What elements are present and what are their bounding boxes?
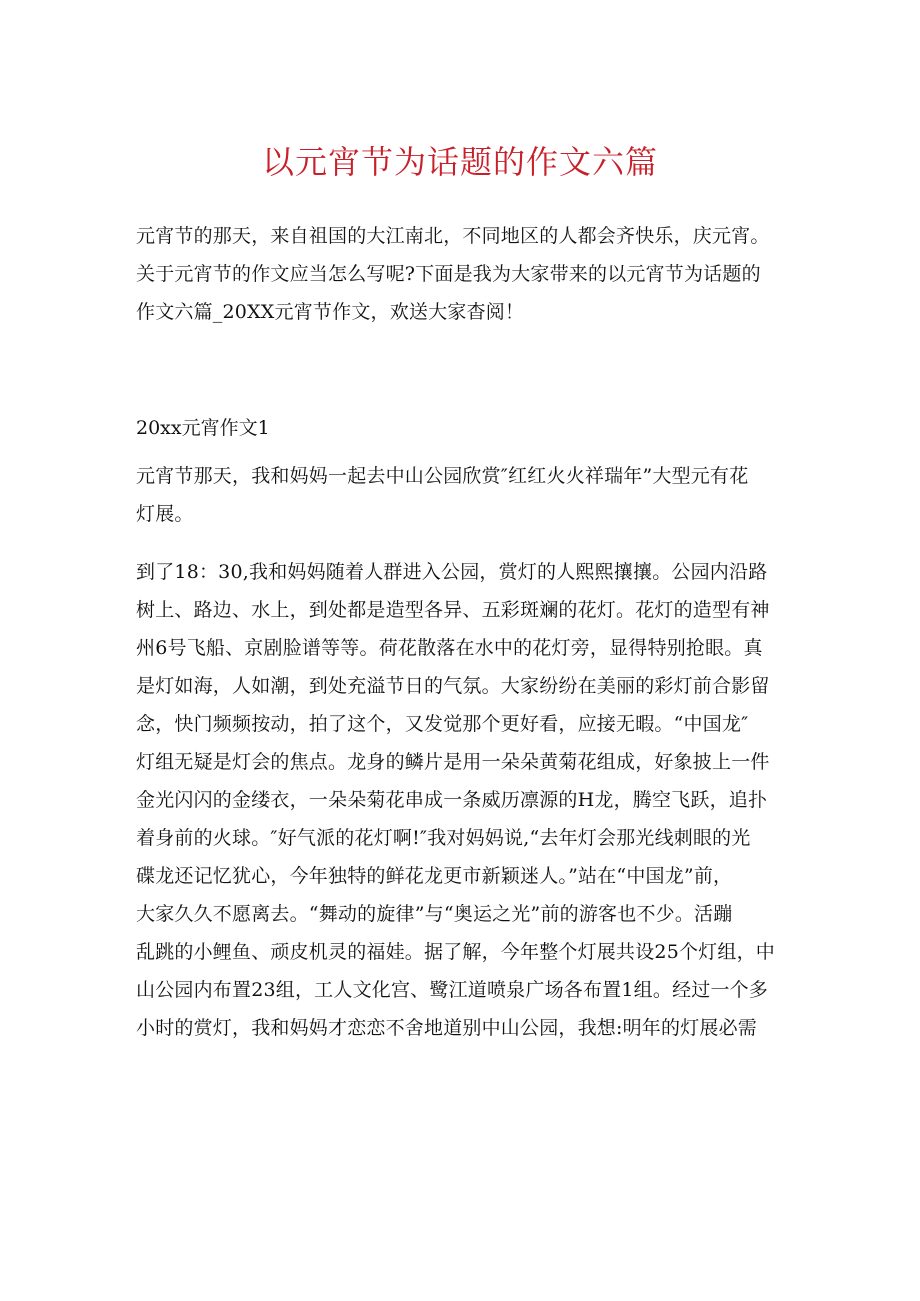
paragraph-1 [136, 457, 796, 533]
paragraph-line: 小时的赏灯，我和妈妈才恋恋不舍地道别中山公园，我想:明年的灯展必需 [136, 1017, 758, 1039]
paragraph-line: 元宵节那天，我和妈妈一起去中山公园欣赏″红红火火祥瑞年”大型元有花 [136, 465, 749, 487]
intro-line: 作文六篇_20XX元宵节作文，欢送大家杳阅！ [136, 301, 525, 323]
paragraph-line: 大家久久不愿离去。“舞动的旋律”与“奥运之光”前的游客也不少。活蹦 [136, 903, 733, 925]
paragraph-line: 念，快门频频按动，拍了这个，又发觉那个更好看，应接无暇。“中国龙″ [136, 713, 749, 735]
section-heading: 20xx元宵作文1 [136, 417, 270, 439]
paragraph-line: 州6号飞船、京剧脸谱等等。荷花散落在水中的花灯旁，显得特别抢眼。真 [136, 637, 763, 659]
paragraph-line: 是灯如海，人如潮，到处充溢节日的气氛。大家纷纷在美丽的彩灯前合影留 [136, 675, 770, 697]
paragraph-line: 金光闪闪的金缕衣，一朵朵菊花串成一条威历凛源的H龙，腾空飞跃，追扑 [136, 789, 768, 811]
intro-line: 元宵节的那天，来自祖国的大江南北，不同地区的人都会齐快乐，庆元宵。 [136, 225, 770, 247]
paragraph-line: 乱跳的小鲤鱼、顽皮机灵的福娃。据了解，今年整个灯展共设25个灯组，中 [136, 941, 775, 963]
paragraph-line: 山公园内布置23组，工人文化宫、鹭江道喷泉广场各布置1组。经过一个多 [136, 979, 769, 1001]
paragraph-line: 灯展。 [136, 503, 194, 525]
paragraph-line: 灯组无疑是灯会的焦点。龙身的鳞片是用一朵朵黄菊花组成，好象披上一件 [136, 751, 770, 773]
paragraph-line: 碟龙还记忆犹心，今年独特的鲜花龙更市新颖迷人。”站在“中国龙”前， [136, 865, 733, 887]
paragraph-line: 着身前的火球。″好气派的花灯啊!″我对妈妈说,“去年灯会那光线刺眼的光 [136, 827, 751, 849]
intro-line: 关于元宵节的作文应当怎么写呢?下面是我为大家带来的以元宵节为话题的 [136, 263, 761, 285]
paragraph-line: 树上、路边、水上，到处都是造型各异、五彩斑斓的花灯。花灯的造型有神 [136, 599, 770, 621]
paragraph-2 [136, 553, 796, 1047]
intro-paragraph [136, 217, 796, 331]
paragraph-line: 到了18：30,我和妈妈随着人群进入公园，赏灯的人熙熙攘攘。公园内沿路 [136, 561, 768, 583]
document-title: 以元宵节为话题的作文六篇 [261, 143, 658, 181]
